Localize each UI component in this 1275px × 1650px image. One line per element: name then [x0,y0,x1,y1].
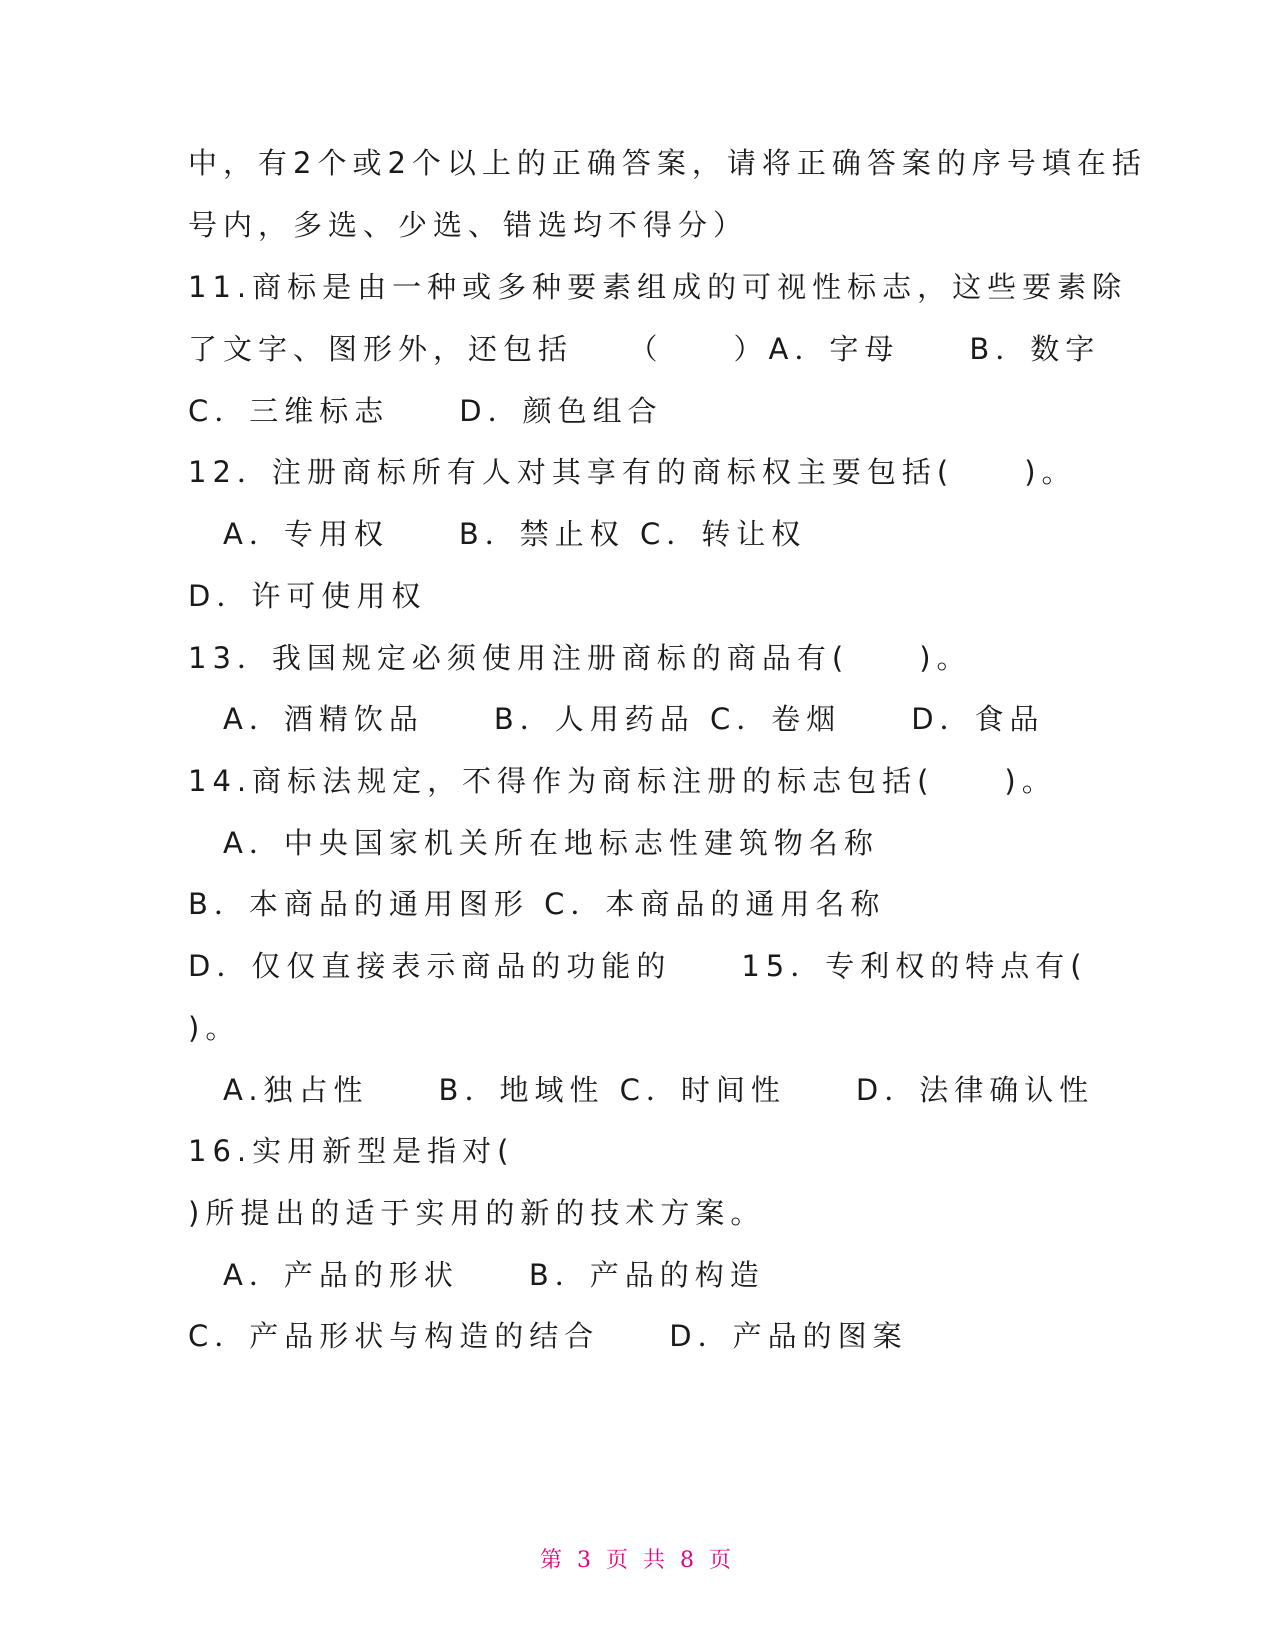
text-line: 中，有2个或2个以上的正确答案，请将正确答案的序号填在括 [188,146,1147,180]
page-number-footer: 第 3 页 共 8 页 [540,1548,735,1573]
question-11-stem: 11.商标是由一种或多种要素组成的可视性标志，这些要素除 [188,270,1128,304]
question-15-options: A.独占性 B．地域性 C．时间性 D．法律确认性 [188,1073,1095,1107]
question-12-options: D．许可使用权 [188,579,427,613]
question-14-15-line: D．仅仅直接表示商品的功能的 15．专利权的特点有( [188,949,1088,983]
question-16-options: C．产品形状与构造的结合 D．产品的图案 [188,1319,908,1353]
text-line: 号内，多选、少选、错选均不得分） [188,208,749,242]
question-11-options: 了文字、图形外，还包括 （ ）A．字母 B．数字 [188,332,1101,366]
question-12-options: A．专用权 B．禁止权 C．转让权 [188,517,807,551]
question-16-stem: 16.实用新型是指对( [188,1134,515,1168]
question-12-stem: 12．注册商标所有人对其享有的商标权主要包括( )。 [188,455,1077,489]
question-11-options: C．三维标志 D．颜色组合 [188,394,663,428]
question-16-stem: )所提出的适于实用的新的技术方案。 [188,1196,766,1230]
question-15-stem: )。 [188,1011,241,1045]
question-16-options: A．产品的形状 B．产品的构造 [188,1258,765,1292]
question-13-stem: 13．我国规定必须使用注册商标的商品有( )。 [188,641,972,675]
question-14-options: A．中央国家机关所在地标志性建筑物名称 [188,826,879,860]
question-13-options: A．酒精饮品 B．人用药品 C．卷烟 D．食品 [188,702,1045,736]
question-14-options: B．本商品的通用图形 C．本商品的通用名称 [188,887,886,921]
question-14-stem: 14.商标法规定，不得作为商标注册的标志包括( )。 [188,764,1057,798]
